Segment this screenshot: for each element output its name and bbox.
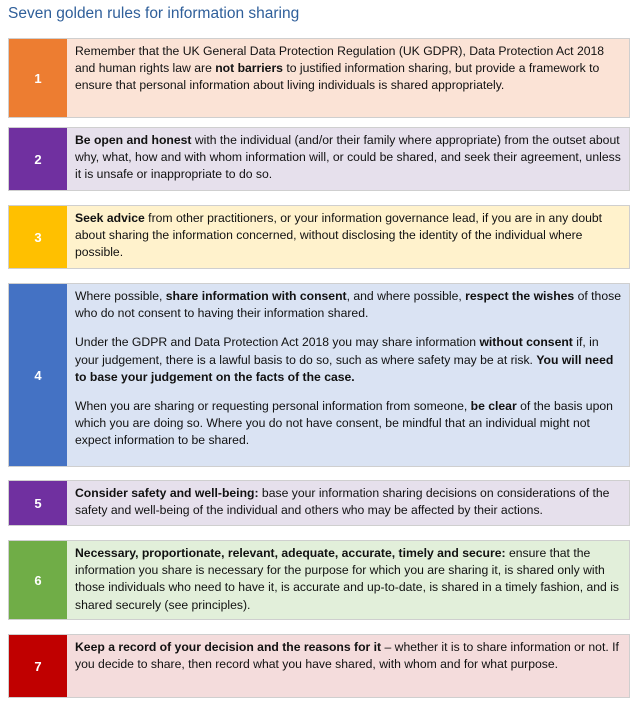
rule-text: Consider safety and well-being: base your information sharing decisions on considerations of the safety and well-being of the individual and others who may be affected by their actions. — [75, 486, 610, 518]
rule-number: 7 — [9, 635, 67, 697]
rule-text: Be open and honest with the individual (and/or their family where appropriate) from the outset about why, what, how and with whom information will, or could be shared, and seek their agreement, unless it is unsafe or inappropriate to do so. — [75, 133, 621, 182]
rule-1 — [8, 38, 630, 118]
rule-4 — [8, 283, 630, 467]
rule-text: Seek advice from other practitioners, or your information governance lead, if you are in any doubt about sharing the information concerned, without disclosing the identity of the individual where possible. — [75, 211, 603, 260]
rule-6 — [8, 540, 630, 620]
rule-number: 5 — [9, 481, 67, 525]
rule-7 — [8, 634, 630, 698]
rule-3 — [8, 205, 630, 269]
rule-text: Necessary, proportionate, relevant, adequate, accurate, timely and secure: ensure that the information you share is necessary for the purpose for which you are sharing it, is shared only with those individuals who need to have it, is accurate and up-to-date, is shared in a timely fashion, and is shared securely (see principles). — [75, 546, 620, 612]
rule-number: 1 — [9, 39, 67, 117]
rule-text: Keep a record of your decision and the reasons for it – whether it is to share information or not. If you decide to share, then record what you have shared, with whom and for what purpose. — [75, 640, 619, 672]
rule-text: Remember that the UK General Data Protection Regulation (UK GDPR), Data Protection Act 2018 and human rights law are not barriers to justified information sharing, but provide a framework to ensure that personal information about living individuals is shared appropriately. — [75, 44, 605, 93]
rule-number: 4 — [9, 284, 67, 466]
page-title: Seven golden rules for information sharing — [8, 5, 300, 22]
rule-2 — [8, 127, 630, 191]
rule-text: Where possible, share information with consent, and where possible, respect the wishes of those who do not consent to having their information shared. Under the GDPR and Data Protection Act 2018 you may share information without consent if, in your judgement, there is a lawful basis to do so, such as where safety may be at risk. You will need to base your judgement on the facts of the case. When you are sharing or requesting personal information from someone, be clear of the basis upon which you are doing so. Where you do not have consent, be mindful that an individual might not expect information to be shared. — [75, 289, 621, 448]
rule-number: 6 — [9, 541, 67, 619]
rule-5 — [8, 480, 630, 526]
rule-number: 2 — [9, 128, 67, 190]
rule-number: 3 — [9, 206, 67, 268]
